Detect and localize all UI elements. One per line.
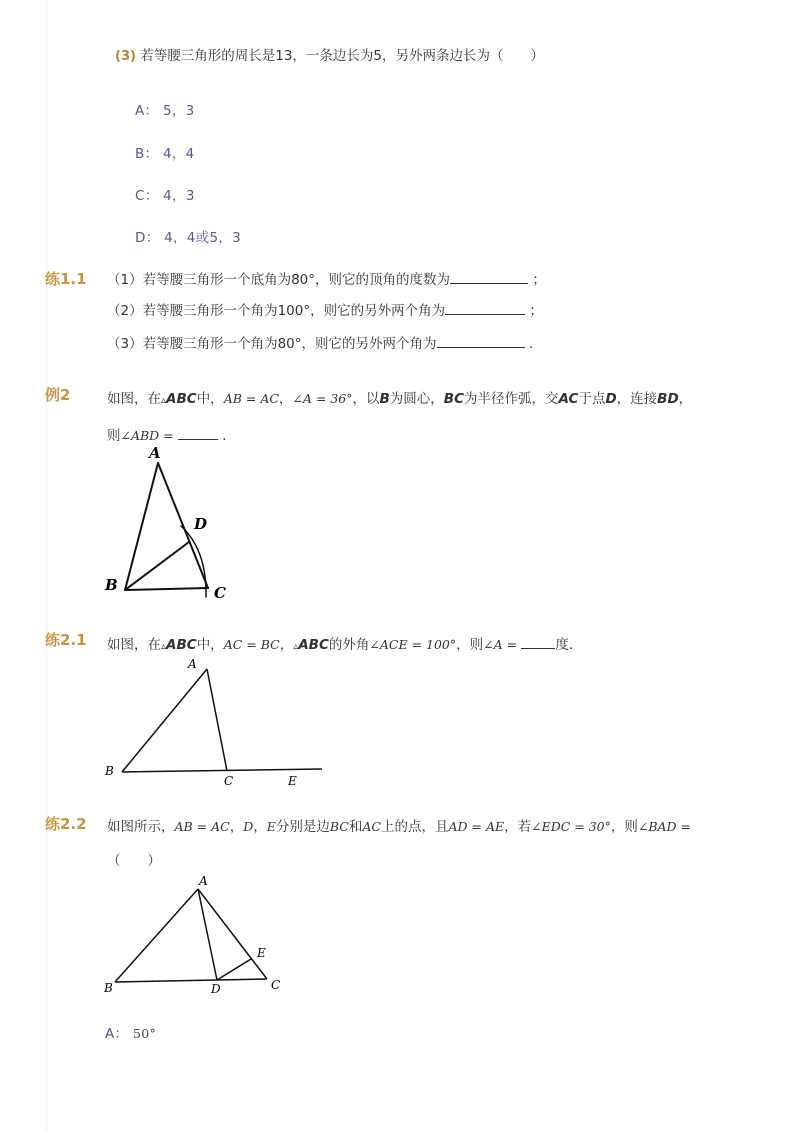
text: 分别是边 [275, 819, 330, 835]
segment-ac [198, 889, 267, 979]
question-3 [115, 47, 544, 66]
text: 于点 [578, 391, 606, 407]
exercise-badge: 练2.1 [45, 631, 87, 649]
answer-blank[interactable] [450, 269, 528, 284]
exercise-2-1-line-1 [107, 634, 582, 656]
text: 度． [555, 637, 583, 653]
compass-arc [181, 526, 206, 597]
text: 上的点，且 [380, 819, 449, 835]
text: ， [229, 819, 244, 835]
equation: AD = AE [448, 819, 505, 834]
point-label: D [243, 819, 254, 834]
text: 如图所示， [107, 819, 175, 835]
segment-label: BD [657, 391, 679, 407]
exercise-1-1-item-1 [107, 269, 546, 289]
segment-label: BC [443, 391, 464, 407]
text: ， [278, 391, 293, 407]
segment-ac [207, 669, 227, 771]
text: 中， [196, 391, 224, 407]
text: 中， [196, 637, 224, 653]
triangle-name: ABC [166, 391, 197, 407]
vertex-label-c: C [271, 978, 281, 992]
example-2-line-1 [107, 390, 692, 410]
point-label-d: D [194, 515, 208, 533]
segment-label: AC [558, 391, 579, 407]
segment-de [217, 959, 251, 980]
text: ，则 [456, 637, 484, 653]
triangle-name: ABC [166, 637, 197, 653]
option-label: C： [135, 188, 159, 204]
option-value: 50° [132, 1026, 156, 1041]
point-label: D [605, 391, 617, 407]
item-text: （1）若等腰三角形一个底角为80°，则它的顶角的度数为 [107, 272, 451, 288]
answer-blank[interactable] [521, 634, 555, 649]
vertex-label-c: C [224, 774, 234, 788]
exercise-2-1-figure [95, 655, 335, 795]
option-a[interactable] [105, 1022, 156, 1042]
equation: AB = AC [174, 819, 230, 834]
point-label-e: E [257, 946, 266, 960]
exercise-1-1-item-2 [107, 300, 543, 320]
segment-ab [122, 669, 207, 772]
option-d[interactable] [135, 226, 241, 246]
equation: ∠BAD = [637, 819, 692, 834]
equation: AC = BC [223, 637, 280, 652]
item-tail: ． [528, 336, 543, 352]
text: 和 [348, 819, 363, 835]
text: 如图，在 [107, 637, 161, 653]
vertex-label-b: B [104, 981, 113, 995]
exercise-2-2-paren: （ ） [107, 853, 161, 869]
left-margin-rule [46, 0, 47, 1133]
point-label-d: D [211, 982, 221, 996]
option-value: 5，3 [162, 103, 195, 119]
text: 为半径作弧，交 [464, 391, 559, 407]
exercise-1-1-item-3 [107, 333, 542, 353]
option-value: 4，4或5，3 [164, 230, 242, 246]
option-label: A： [105, 1026, 129, 1042]
equation: ∠ABD = [120, 428, 174, 443]
equation: ∠EDC = 30° [531, 819, 611, 834]
triangle-symbol: ▵ [161, 395, 167, 406]
vertex-label-b: B [105, 576, 118, 594]
text: 则 [107, 428, 121, 444]
point-label: B [379, 391, 390, 407]
vertex-label-a: A [188, 657, 197, 671]
item-text: （2）若等腰三角形一个角为100°，则它的另外两个角为 [107, 303, 446, 319]
option-label: A： [135, 103, 159, 119]
question-number: (3) [115, 49, 136, 64]
exercise-2-2-line-1 [107, 818, 691, 836]
segment-label: BC [329, 819, 349, 834]
text: 为圆心， [389, 391, 444, 407]
exercise-badge: 练2.2 [45, 815, 87, 833]
option-value: 4，4 [162, 146, 195, 162]
option-value: 4，3 [163, 188, 195, 204]
answer-blank[interactable] [437, 333, 525, 348]
text: ，若 [504, 819, 532, 835]
example-badge: 例2 [45, 386, 71, 404]
vertex-label-a: A [199, 874, 208, 888]
exercise-2-2-figure [95, 870, 295, 1000]
exercise-badge: 练1.1 [45, 270, 87, 288]
text: ，则 [610, 819, 638, 835]
item-tail: ； [529, 303, 543, 319]
answer-blank[interactable] [445, 300, 525, 315]
equation: ∠A = 36° [292, 391, 353, 406]
triangle-name: ABC [298, 637, 329, 653]
triangle-symbol: ▵ [293, 641, 299, 652]
segment-ab [115, 889, 198, 982]
text: ，以 [352, 391, 380, 407]
item-text: （3）若等腰三角形一个角为80°，则它的另外两个角为 [107, 336, 437, 352]
segment-bc [115, 979, 267, 982]
option-b[interactable] [135, 142, 195, 162]
triangle-symbol: ▵ [161, 641, 167, 652]
vertex-label-a: A [149, 444, 161, 462]
example-2-figure [95, 440, 255, 610]
segment-bc [125, 588, 208, 590]
segment-ab [125, 463, 158, 590]
line-be [122, 769, 322, 772]
equation: ∠A = [483, 637, 518, 652]
segment-ad [198, 889, 217, 980]
equation: AB = AC [223, 391, 279, 406]
point-label-e: E [288, 774, 297, 788]
point-label: E [266, 819, 276, 834]
text: ，连接 [616, 391, 658, 407]
item-tail: ； [532, 272, 546, 288]
segment-label: AC [362, 819, 381, 834]
text: ， [279, 637, 294, 653]
question-stem: 若等腰三角形的周长是13，一条边长为5，另外两条边长为（ ） [140, 48, 545, 64]
answer-blank[interactable] [178, 425, 218, 440]
text: 的外角 [328, 637, 370, 653]
option-a[interactable] [135, 99, 195, 119]
option-label: D： [135, 230, 160, 246]
text: ， [678, 391, 693, 407]
vertex-label-b: B [105, 764, 114, 778]
text: ． [222, 428, 236, 444]
text: ， [253, 819, 267, 835]
option-c[interactable] [135, 184, 195, 204]
text: 如图，在 [107, 391, 161, 407]
equation: ∠ACE = 100° [369, 637, 457, 652]
option-label: B： [135, 146, 159, 162]
vertex-label-c: C [214, 584, 226, 602]
